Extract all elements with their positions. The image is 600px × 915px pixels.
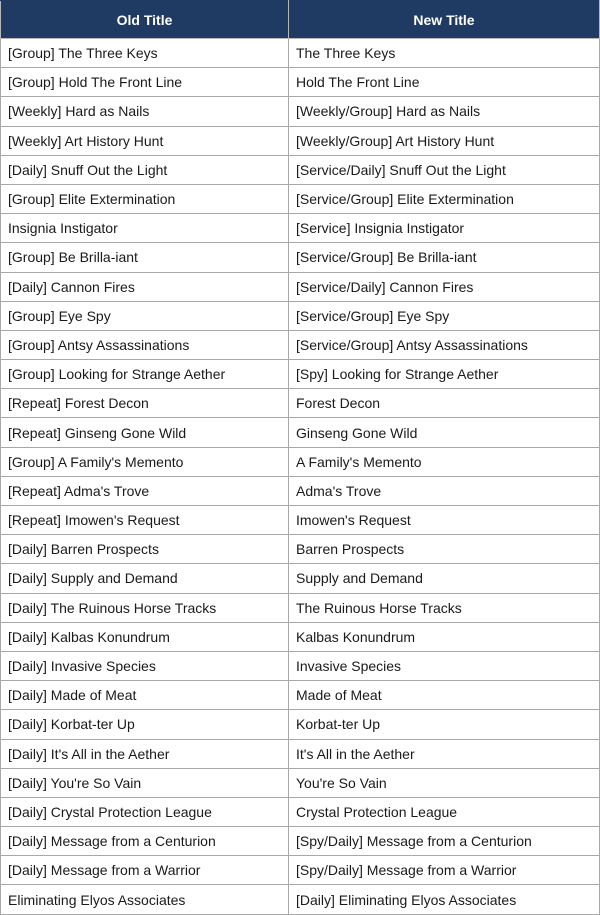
new-title-cell: [Service/Group] Eye Spy <box>289 301 600 330</box>
new-title-cell: Invasive Species <box>289 651 600 680</box>
table-row <box>1 651 600 680</box>
table-row <box>1 710 600 739</box>
old-title-cell: Eliminating Elyos Associates <box>1 885 289 914</box>
new-title-cell: [Spy/Daily] Message from a Warrior <box>289 856 600 885</box>
table-row <box>1 593 600 622</box>
new-title-cell: Barren Prospects <box>289 535 600 564</box>
old-title-cell: [Group] Antsy Assassinations <box>1 330 289 359</box>
new-title-cell: Ginseng Gone Wild <box>289 418 600 447</box>
new-title-cell: [Service/Daily] Cannon Fires <box>289 272 600 301</box>
table-row <box>1 418 600 447</box>
table-row <box>1 797 600 826</box>
old-title-cell: [Repeat] Forest Decon <box>1 389 289 418</box>
old-title-cell: [Weekly] Art History Hunt <box>1 126 289 155</box>
table-body <box>1 39 600 915</box>
new-title-cell: It's All in the Aether <box>289 739 600 768</box>
table-row <box>1 126 600 155</box>
old-title-cell: [Daily] Made of Meat <box>1 681 289 710</box>
table-row <box>1 856 600 885</box>
table-row <box>1 184 600 213</box>
new-title-cell: [Daily] Eliminating Elyos Associates <box>289 885 600 914</box>
table-header <box>1 1 600 39</box>
new-title-cell: Hold The Front Line <box>289 68 600 97</box>
new-title-cell: Forest Decon <box>289 389 600 418</box>
old-title-cell: [Daily] Supply and Demand <box>1 564 289 593</box>
new-title-cell: [Spy] Looking for Strange Aether <box>289 360 600 389</box>
new-title-cell: Korbat-ter Up <box>289 710 600 739</box>
new-title-cell: A Family's Memento <box>289 447 600 476</box>
old-title-cell: [Group] The Three Keys <box>1 39 289 68</box>
table-row <box>1 681 600 710</box>
table-row <box>1 272 600 301</box>
table-row <box>1 155 600 184</box>
old-title-cell: [Daily] Kalbas Konundrum <box>1 622 289 651</box>
new-title-cell: [Service/Daily] Snuff Out the Light <box>289 155 600 184</box>
new-title-cell: Supply and Demand <box>289 564 600 593</box>
old-title-cell: Insignia Instigator <box>1 214 289 243</box>
table-row <box>1 564 600 593</box>
new-title-cell: [Service/Group] Elite Extermination <box>289 184 600 213</box>
old-title-cell: [Repeat] Ginseng Gone Wild <box>1 418 289 447</box>
old-title-cell: [Daily] Cannon Fires <box>1 272 289 301</box>
old-title-cell: [Daily] Snuff Out the Light <box>1 155 289 184</box>
old-title-cell: [Daily] Korbat-ter Up <box>1 710 289 739</box>
table-row <box>1 68 600 97</box>
new-title-cell: [Service/Group] Be Brilla-iant <box>289 243 600 272</box>
new-title-cell: You're So Vain <box>289 768 600 797</box>
table-row <box>1 447 600 476</box>
old-title-cell: [Group] Be Brilla-iant <box>1 243 289 272</box>
new-title-cell: [Weekly/Group] Art History Hunt <box>289 126 600 155</box>
table-row <box>1 214 600 243</box>
header-old-title: Old Title <box>1 1 289 39</box>
table-row <box>1 768 600 797</box>
header-row <box>1 1 600 39</box>
old-title-cell: [Daily] Barren Prospects <box>1 535 289 564</box>
new-title-cell: Crystal Protection League <box>289 797 600 826</box>
old-title-cell: [Group] Eye Spy <box>1 301 289 330</box>
old-title-cell: [Daily] Message from a Centurion <box>1 827 289 856</box>
table-row <box>1 389 600 418</box>
new-title-cell: The Three Keys <box>289 39 600 68</box>
table-row <box>1 885 600 914</box>
table-row <box>1 827 600 856</box>
table-row <box>1 535 600 564</box>
new-title-cell: [Spy/Daily] Message from a Centurion <box>289 827 600 856</box>
old-title-cell: [Group] Hold The Front Line <box>1 68 289 97</box>
old-title-cell: [Repeat] Imowen's Request <box>1 506 289 535</box>
old-title-cell: [Daily] The Ruinous Horse Tracks <box>1 593 289 622</box>
table-row <box>1 243 600 272</box>
old-title-cell: [Weekly] Hard as Nails <box>1 97 289 126</box>
new-title-cell: Imowen's Request <box>289 506 600 535</box>
new-title-cell: The Ruinous Horse Tracks <box>289 593 600 622</box>
header-new-title: New Title <box>289 1 600 39</box>
table-row <box>1 360 600 389</box>
old-title-cell: [Daily] It's All in the Aether <box>1 739 289 768</box>
new-title-cell: Made of Meat <box>289 681 600 710</box>
old-title-cell: [Group] A Family's Memento <box>1 447 289 476</box>
old-title-cell: [Group] Elite Extermination <box>1 184 289 213</box>
old-title-cell: [Daily] Crystal Protection League <box>1 797 289 826</box>
table-row <box>1 301 600 330</box>
table-row <box>1 739 600 768</box>
new-title-cell: [Weekly/Group] Hard as Nails <box>289 97 600 126</box>
old-title-cell: [Daily] Invasive Species <box>1 651 289 680</box>
table-row <box>1 476 600 505</box>
table-row <box>1 622 600 651</box>
table-row <box>1 39 600 68</box>
old-title-cell: [Repeat] Adma's Trove <box>1 476 289 505</box>
table-row <box>1 97 600 126</box>
table-row <box>1 330 600 359</box>
old-title-cell: [Daily] You're So Vain <box>1 768 289 797</box>
new-title-cell: [Service/Group] Antsy Assassinations <box>289 330 600 359</box>
old-title-cell: [Group] Looking for Strange Aether <box>1 360 289 389</box>
new-title-cell: Adma's Trove <box>289 476 600 505</box>
new-title-cell: Kalbas Konundrum <box>289 622 600 651</box>
new-title-cell: [Service] Insignia Instigator <box>289 214 600 243</box>
table-row <box>1 506 600 535</box>
old-title-cell: [Daily] Message from a Warrior <box>1 856 289 885</box>
